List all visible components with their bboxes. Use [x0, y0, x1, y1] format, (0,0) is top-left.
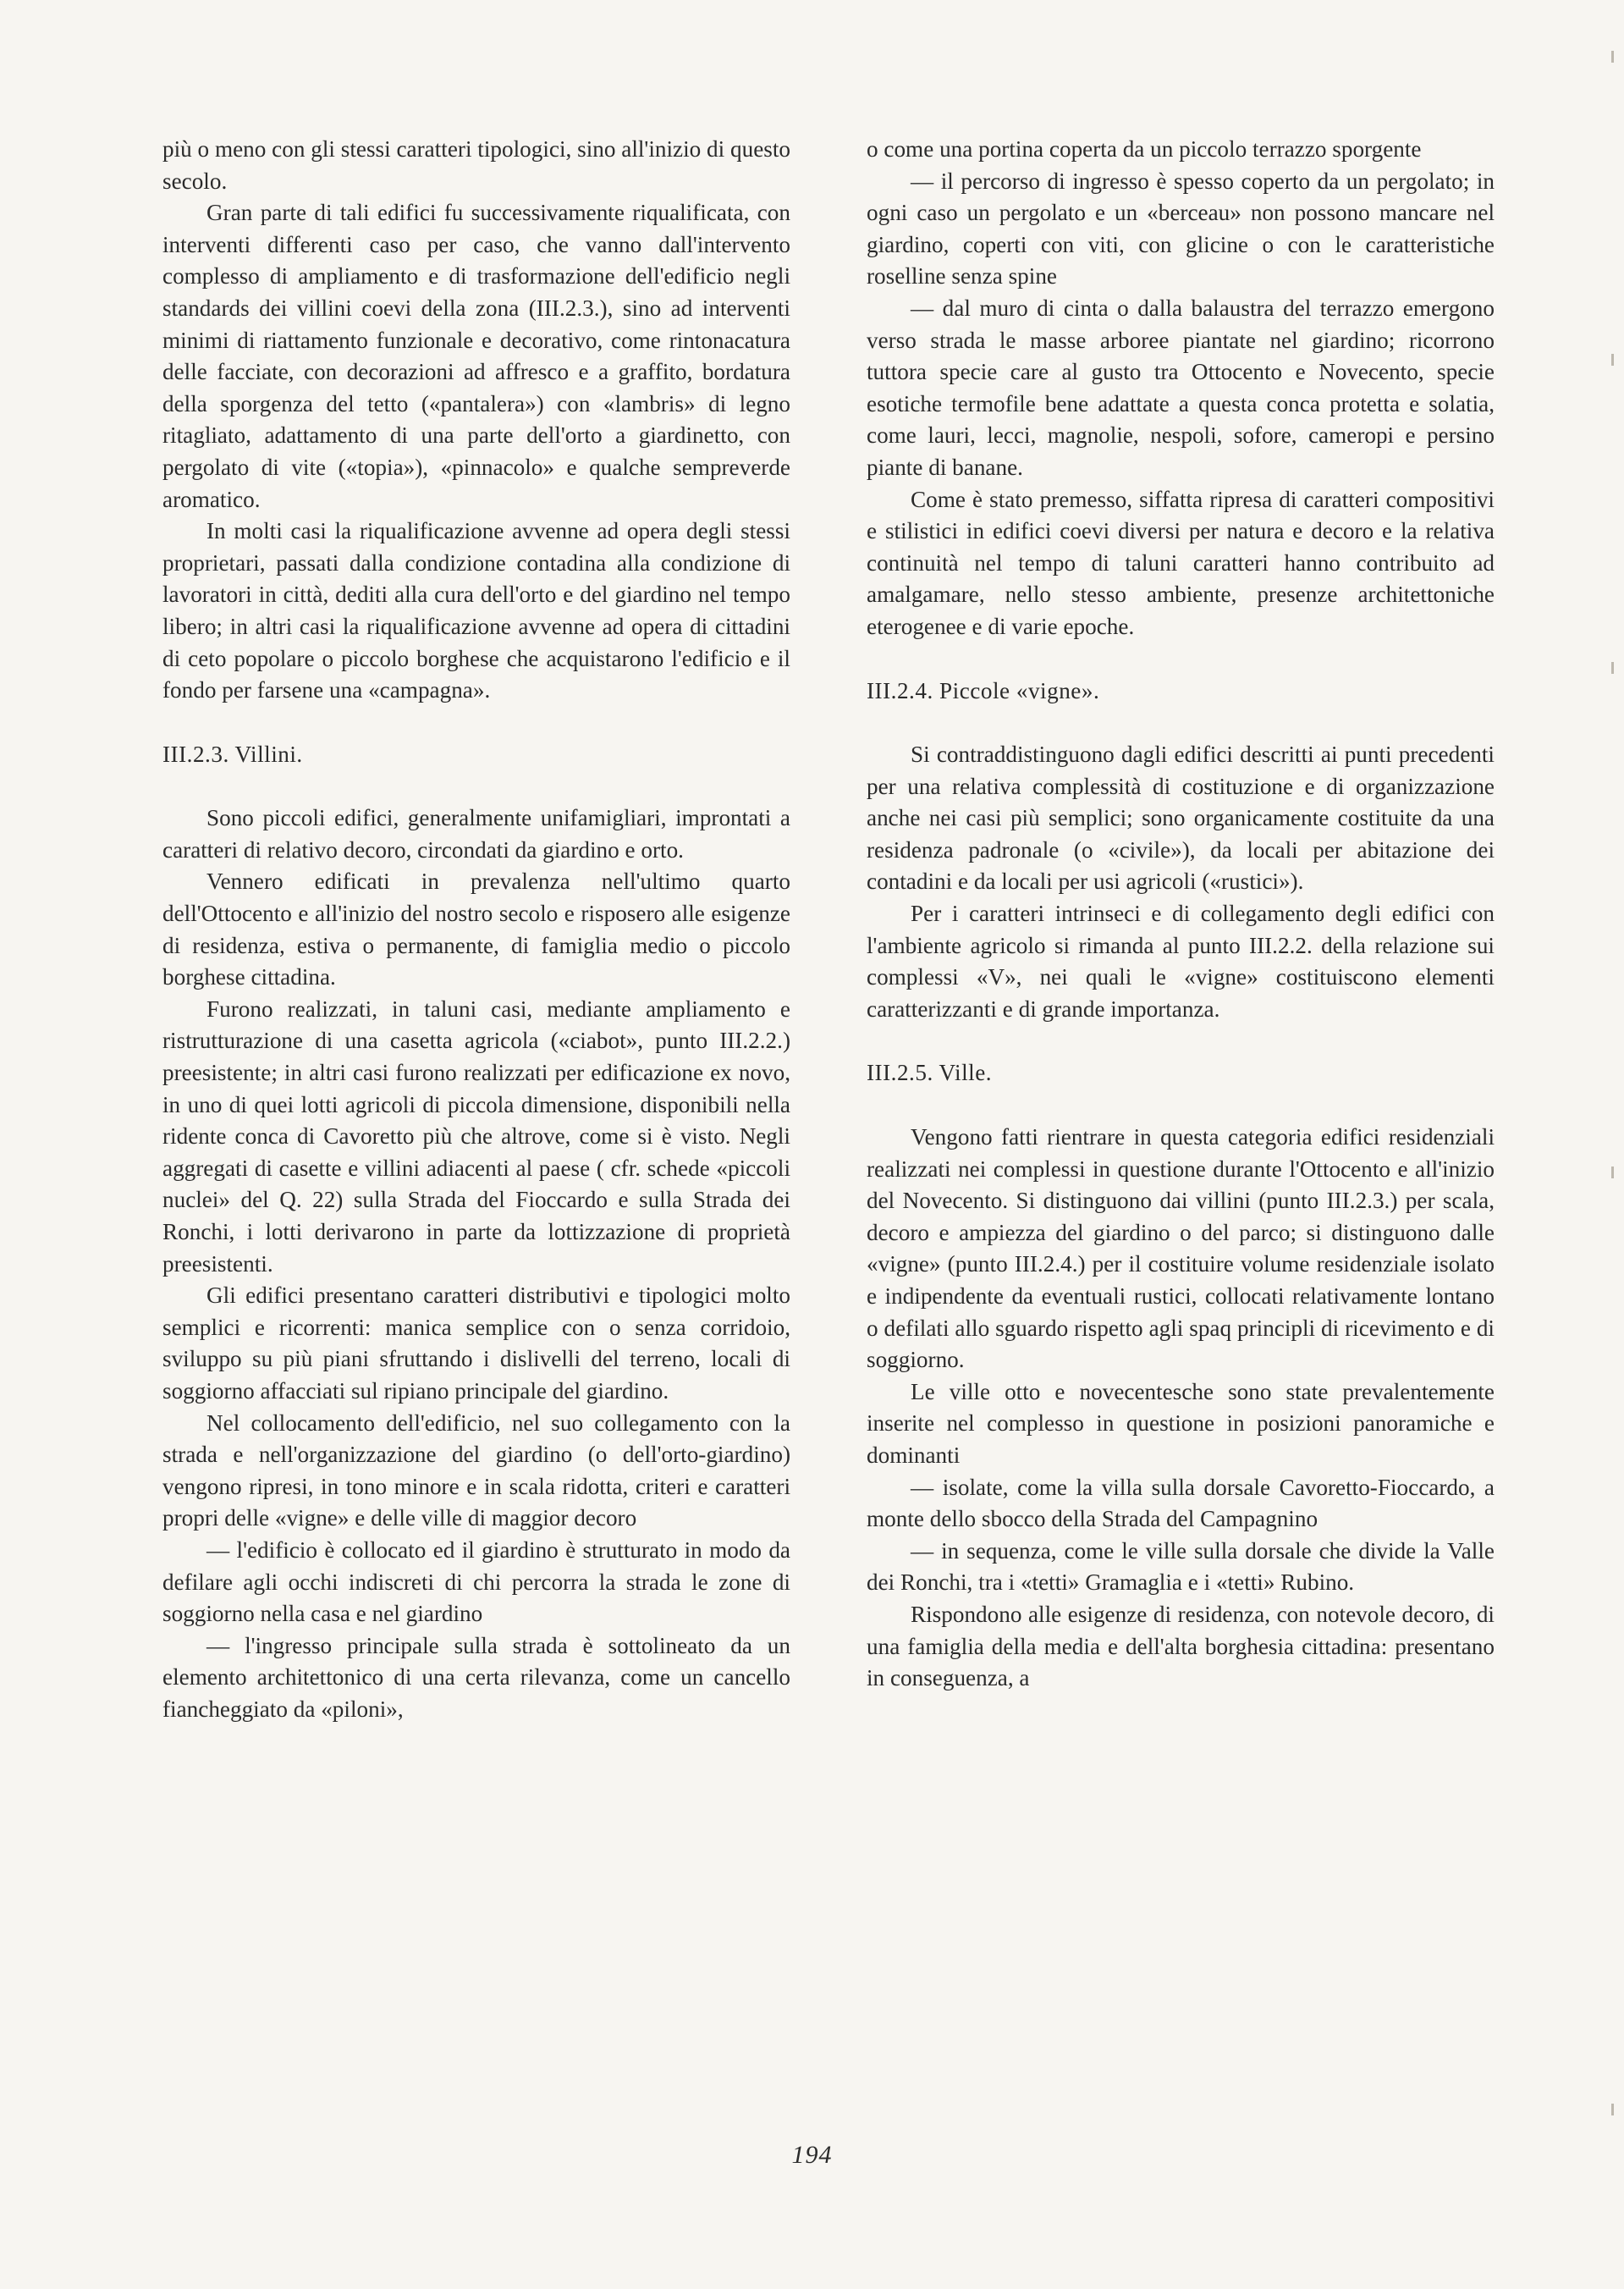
section-heading: III.2.5. Ville.: [867, 1060, 993, 1086]
left-column: [162, 134, 790, 1726]
section-heading: III.2.3. Villini.: [162, 741, 303, 767]
paragraph: Nel collocamento dell'edificio, nel suo collegamento con la strada e nell'organizzazione del giardino (o dell'orto-giardino) vengono ripresi, in tono minore e in scala ridotta, criteri e caratteri propri delle «vigne» e delle ville di maggior decoro: [162, 1409, 790, 1531]
scan-margin-mark: [1611, 2104, 1614, 2115]
right-column: [867, 134, 1495, 1695]
scan-margin-mark: [1611, 51, 1614, 63]
paragraph: Vengono fatti rientrare in questa categoria edifici residenziali realizzati nei complessi in questione durante l'Ottocento e all'inizio del Novecento. Si distinguono dai villini (punto III.2.3.) per scala, decoro e ampiezza del giardino o del parco; si distinguono dalle «vigne» (punto III.2.4.) per il costituire volume residenziale isolato e indipendente da eventuali rustici, collocati relativamente lontano o defilati allo sguardo rispetto agli spaq principli di ricevimento e di soggiorno.: [867, 1124, 1495, 1373]
scan-margin-mark: [1611, 662, 1614, 674]
scan-margin-mark: [1611, 354, 1614, 366]
paragraph: Gli edifici presentano caratteri distributivi e tipologici molto semplici e ricorrenti: manica semplice con o senza corridoio, sviluppo su più piani sfruttando i dislivelli del terreno, locali di soggiorno affacciati sul ripiano principale del giardino.: [162, 1282, 790, 1404]
dash-item: — in sequenza, come le ville sulla dorsale che divide la Valle dei Ronchi, tra i «tetti» Gramaglia e i «tetti» Rubino.: [867, 1537, 1495, 1596]
paragraph: Sono piccoli edifici, generalmente unifamigliari, improntati a caratteri di relativo decoro, circondati da giardino e orto.: [162, 805, 790, 863]
dash-item: — l'ingresso principale sulla strada è sottolineato da un elemento architettonico di una certa rilevanza, come un cancello fiancheggiato da «piloni»,: [162, 1632, 790, 1722]
paragraph: più o meno con gli stessi caratteri tipologici, sino all'inizio di questo secolo.: [162, 136, 790, 194]
paragraph: Le ville otto e novecentesche sono state prevalentemente inserite nel complesso in questione in posizioni panoramiche e dominanti: [867, 1378, 1495, 1468]
dash-item: — dal muro di cinta o dalla balaustra del terrazzo emergono verso strada le masse arboree piantate nel giardino; ricorrono tuttora specie care al gusto tra Ottocento e Novecento, specie esotiche termofile bene adattate a questa conca protetta e solatia, come lauri, lecci, magnolie, nespoli, sofore, cameropi e persino piante di banane.: [867, 295, 1495, 480]
section-heading: III.2.4. Piccole «vigne».: [867, 677, 1100, 703]
paragraph: Vennero edificati in prevalenza nell'ultimo quarto dell'Ottocento e all'inizio del nostro secolo e risposero alle esigenze di residenza, estiva o permanente, di famiglia medio o piccolo borghese cittadina.: [162, 869, 790, 990]
paragraph: In molti casi la riqualificazione avvenne ad opera degli stessi proprietari, passati dalla condizione contadina alla condizione di lavoratori in città, dediti alla cura dell'orto e del giardino nel tempo libero; in altri casi la riqualificazione avvenne ad opera di cittadini di ceto popolare o piccolo borghese che acquistarono l'edificio e il fondo per farsene una «campagna».: [162, 518, 790, 703]
paragraph: Come è stato premesso, siffatta ripresa di caratteri compositivi e stilistici in edifici coevi diversi per natura e decoro e la relativa continuità nel tempo di taluni caratteri hanno contribuito ad amalgamare, nello stesso ambiente, presenze architettoniche eterogenee e di varie epoche.: [867, 486, 1495, 639]
paragraph: o come una portina coperta da un piccolo terrazzo sporgente: [867, 136, 1422, 162]
page-number: 194: [791, 2141, 833, 2169]
paragraph: Gran parte di tali edifici fu successivamente riqualificata, con interventi differenti caso per caso, che vanno dall'intervento complesso di ampliamento e di trasformazione dell'edificio negli standards dei villini coevi della zona (III.2.3.), sino ad interventi minimi di riattamento funzionale e decorativo, come rintonacatura delle facciate, con decorazioni ad affresco e a graffito, bordatura della sporgenza del tetto («pantalera») con «lambris» di legno ritagliato, adattamento di una parte dell'orto a giardinetto, con pergolato di vite («topia»), «pinnacolo» e qualche sempreverde aromatico.: [162, 200, 790, 512]
dash-item: — l'edificio è collocato ed il giardino è strutturato in modo da defilare agli occhi indiscreti di chi percorra la strada le zone di soggiorno nella casa e nel giardino: [162, 1536, 790, 1627]
paragraph: Furono realizzati, in taluni casi, mediante ampliamento e ristrutturazione di una casetta agricola («ciabot», punto III.2.2.) preesistente; in altri casi furono realizzati per edificazione ex novo, in uno di quei lotti agricoli di piccola dimensione, disponibili nella ridente conca di Cavoretto più che altrove, come si è visto. Negli aggregati di casette e villini adiacenti al paese ( cfr. schede «piccoli nuclei» del Q. 22) sulla Strada del Fioccardo e sulla Strada dei Ronchi, i lotti derivarono in parte da lottizzazione di proprietà preesistenti.: [162, 996, 790, 1277]
paragraph: Per i caratteri intrinseci e di collegamento degli edifici con l'ambiente agricolo si rimanda al punto III.2.2. della relazione sui complessi «V», nei quali le «vigne» costituiscono elementi caratterizzanti e di grande importanza.: [867, 901, 1495, 1022]
dash-item: — il percorso di ingresso è spesso coperto da un pergolato; in ogni caso un pergolato e un «berceau» non possono mancare nel giardino, coperti con viti, con glicine o con le caratteristiche roselline senza spine: [867, 168, 1495, 290]
paragraph: Rispondono alle esigenze di residenza, con notevole decoro, di una famiglia della media e dell'alta borghesia cittadina: presentano in conseguenza, a: [867, 1601, 1495, 1691]
paragraph: Si contraddistinguono dagli edifici descritti ai punti precedenti per una relativa complessità di costituzione e di organizzazione anche nei casi più semplici; sono organicamente costituite da una residenza padronale (o «civile»), da locali per abitazione dei contadini e da locali per usi agricoli («rustici»).: [867, 742, 1495, 895]
dash-item: — isolate, come la villa sulla dorsale Cavoretto-Fioccardo, a monte dello sbocco della Strada del Campagnino: [867, 1474, 1495, 1532]
scan-margin-mark: [1611, 1167, 1614, 1178]
